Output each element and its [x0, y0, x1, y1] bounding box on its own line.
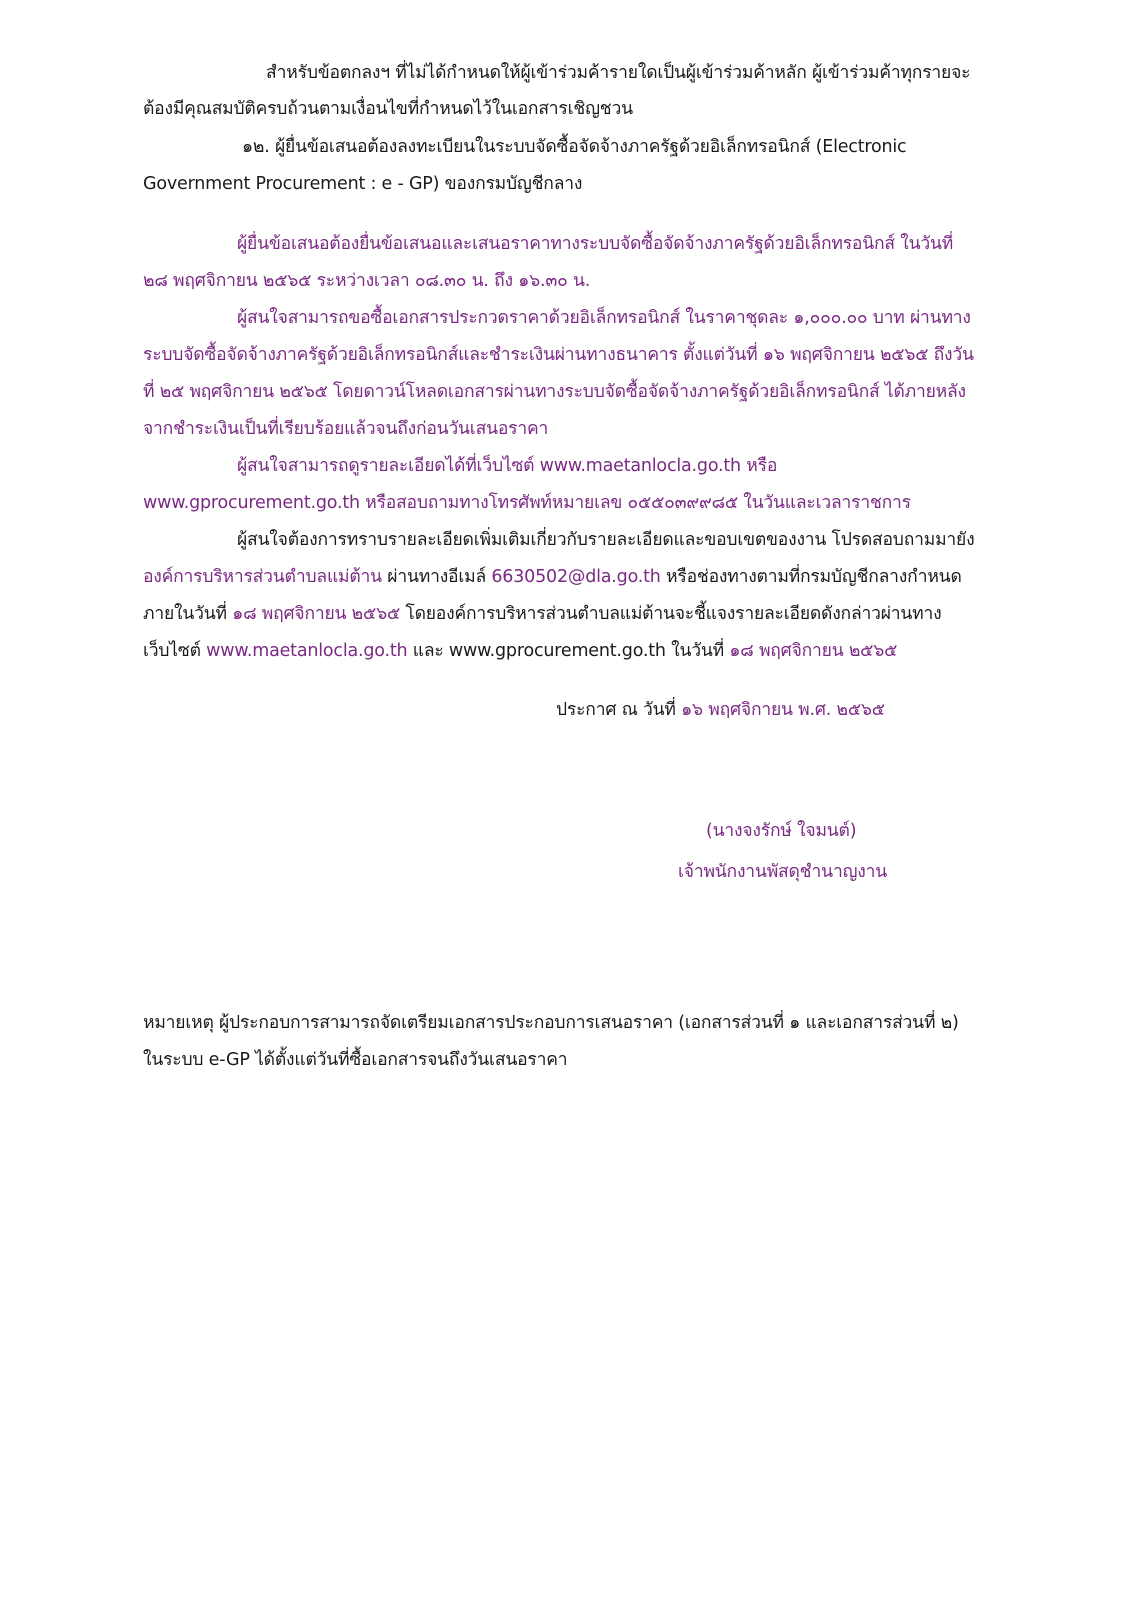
- inquiry-line-2: [143, 564, 962, 590]
- submission-line-2: ๒๘ พฤศจิกายน ๒๕๖๕ ระหว่างเวลา ๐๘.๓๐ น. ถึง ๑๖.๓๐ น.: [143, 271, 591, 291]
- inquiry-line-1: ผู้สนใจต้องการทราบรายละเอียดเพิ่มเติมเกี่ยวกับรายละเอียดและขอบเขตของงาน โปรดสอบถามมายัง: [237, 530, 975, 550]
- joint-venture-line-1: สำหรับข้อตกลงฯ ที่ไม่ได้กำหนดให้ผู้เข้าร่วมค้ารายใดเป็นผู้เข้าร่วมค้าหลัก ผู้เข้าร่วมค้าทุกรายจะ: [266, 63, 971, 83]
- announcement-date: ๑๖ พฤศจิกายน พ.ศ. ๒๕๖๕: [681, 700, 885, 720]
- details-line-2: www.gprocurement.go.th หรือสอบถามทางโทรศัพท์หมายเลข ๐๕๕๐๓๙๙๘๕ ในวันและเวลาราชการ: [143, 493, 911, 513]
- submission-line-1: ผู้ยื่นข้อเสนอต้องยื่นข้อเสนอและเสนอราคาทางระบบจัดซื้อจัดจ้างภาครัฐด้วยอิเล็กทรอนิกส์ ในวันที่: [237, 234, 954, 254]
- inquiry-email: 6630502@dla.go.th: [491, 567, 661, 587]
- inquiry-website: www.maetanlocla.go.th: [206, 641, 408, 661]
- inquiry-deadline-prefix: ภายในวันที่: [143, 604, 233, 624]
- inquiry-line-4: [143, 638, 897, 664]
- signatory-position: เจ้าพนักงานพัสดุชำนาญงาน: [678, 862, 888, 882]
- inquiry-website-prefix: เว็บไซต์: [143, 641, 207, 661]
- inquiry-org-name: องค์การบริหารส่วนตำบลแม่ต้าน: [143, 567, 382, 587]
- inquiry-deadline-date: ๑๘ พฤศจิกายน ๒๕๖๕: [232, 604, 401, 624]
- inquiry-website-mid: และ www.gprocurement.go.th ในวันที่: [407, 641, 730, 661]
- details-line-1: ผู้สนใจสามารถดูรายละเอียดได้ที่เว็บไซต์ www.maetanlocla.go.th หรือ: [237, 456, 778, 476]
- inquiry-clarify-text: โดยองค์การบริหารส่วนตำบลแม่ต้านจะชี้แจงรายละเอียดดังกล่าวผ่านทาง: [400, 604, 942, 624]
- purchase-line-2: ระบบจัดซื้อจัดจ้างภาครัฐด้วยอิเล็กทรอนิกส์และชำระเงินผ่านทางธนาคาร ตั้งแต่วันที่ ๑๖ พฤศจิกายน ๒๕๖๕ ถึงวัน: [143, 345, 974, 365]
- inquiry-clarify-date: ๑๘ พฤศจิกายน ๒๕๖๕: [729, 641, 898, 661]
- inquiry-email-prefix: ผ่านทางอีเมล์: [381, 567, 492, 587]
- note-line-2: ในระบบ e-GP ได้ตั้งแต่วันที่ซื้อเอกสารจนถึงวันเสนอราคา: [143, 1050, 568, 1070]
- purchase-line-1: ผู้สนใจสามารถขอซื้อเอกสารประกวดราคาด้วยอิเล็กทรอนิกส์ ในราคาชุดละ ๑,๐๐๐.๐๐ บาท ผ่านทาง: [237, 308, 971, 328]
- purchase-line-3: ที่ ๒๕ พฤศจิกายน ๒๕๖๕ โดยดาวน์โหลดเอกสารผ่านทางระบบจัดซื้อจัดจ้างภาครัฐด้วยอิเล็กทรอนิกส์ ได้ภายหลัง: [143, 382, 966, 402]
- announcement-prefix: ประกาศ ณ วันที่: [556, 700, 682, 720]
- joint-venture-line-2: ต้องมีคุณสมบัติครบถ้วนตามเงื่อนไขที่กำหนดไว้ในเอกสารเชิญชวน: [143, 99, 633, 119]
- clause-12-line-2: Government Procurement : e - GP) ของกรมบัญชีกลาง: [143, 174, 583, 194]
- note-line-1: หมายเหตุ ผู้ประกอบการสามารถจัดเตรียมเอกสารประกอบการเสนอราคา (เอกสารส่วนที่ ๑ และเอกสารส่วนที่ ๒): [143, 1013, 959, 1033]
- inquiry-line-3: [143, 601, 942, 627]
- announcement-date-line: [556, 697, 885, 723]
- signatory-name: (นางจงรักษ์ ใจมนต์): [706, 821, 857, 841]
- inquiry-channel-text: หรือช่องทางตามที่กรมบัญชีกลางกำหนด: [660, 567, 962, 587]
- clause-12-line-1: ๑๒. ผู้ยื่นข้อเสนอต้องลงทะเบียนในระบบจัดซื้อจัดจ้างภาครัฐด้วยอิเล็กทรอนิกส์ (Electronic: [242, 137, 907, 157]
- purchase-line-4: จากชำระเงินเป็นที่เรียบร้อยแล้วจนถึงก่อนวันเสนอราคา: [143, 419, 549, 439]
